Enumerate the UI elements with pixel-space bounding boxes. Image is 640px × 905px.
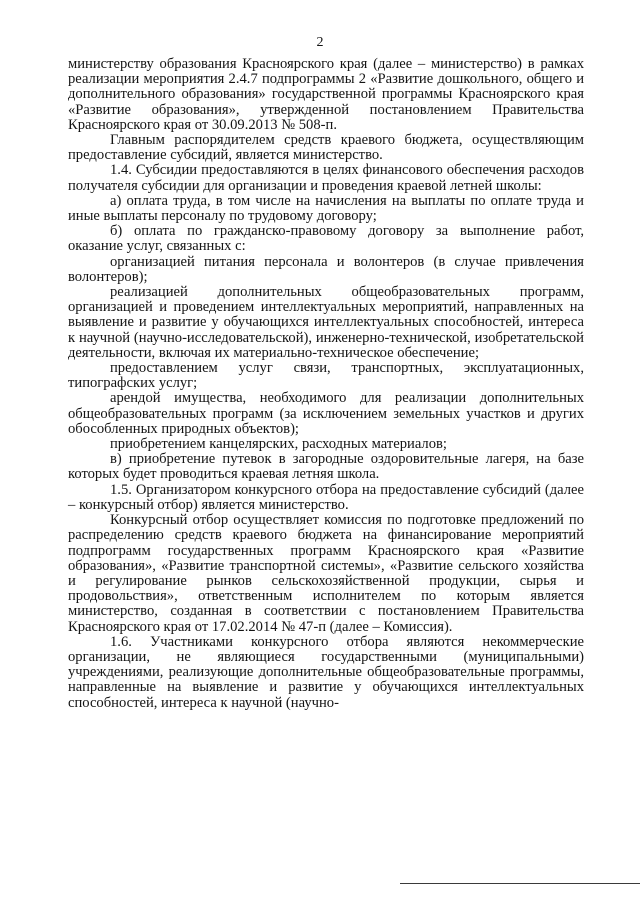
document-body [68,57,584,711]
paragraph-13: Конкурсный отбор осуществляет комиссия по подготовке предложений по распределению средств краевого бюджета на финансирование мероприятий подпрограмм государственных программ Красноярского края «Развитие образования», «Развитие транспортной системы», «Развитие сельского хозяйства и регулирование рынков сельскохозяйственной продукции, сырья и продовольствия», ответственным исполнителем по которым является министерство, созданная в соответствии с постановлением Правительства Красноярского края от 17.02.2014 № 47-п (далее – Комиссия). [68,512,584,635]
paragraph-5: б) оплата по гражданско-правовому договору за выполнение работ, оказание услуг, связанных с: [68,223,584,255]
paragraph-11: в) приобретение путевок в загородные оздоровительные лагеря, на базе которых будет проводиться краевая летняя школа. [68,451,584,483]
paragraph-10: приобретением канцелярских, расходных материалов; [110,436,447,453]
paragraph-14: 1.6. Участниками конкурсного отбора являются некоммерческие организации, не являющиеся государственными (муниципальными) учреждениями, реализующие дополнительные общеобразовательные программы, направленные на выявление и развитие у обучающихся интеллектуальных способностей, интереса к научной (научно- [68,633,584,711]
paragraph-3: 1.4. Субсидии предоставляются в целях финансового обеспечения расходов получателя субсидии для организации и проведения краевой летней школы: [68,162,584,194]
paragraph-6: организацией питания персонала и волонтеров (в случае привлечения волонтеров); [68,253,584,285]
paragraph-4: а) оплата труда, в том числе на начисления на выплаты по оплате труда и иные выплаты персоналу по трудовому договору; [68,192,584,225]
paragraph-1: министерству образования Красноярского края (далее – министерство) в рамках реализации мероприятия 2.4.7 подпрограммы 2 «Развитие дошкольного, общего и дополнительного образования» государственной программы Красноярского края «Развитие образования», утвержденной постановлением Правительства Красноярского края от 30.09.2013 № 508-п. [68,56,584,133]
footer-rule [400,883,640,884]
paragraph-2: Главным распорядителем средств краевого бюджета, осуществляющим предоставление субсидий, является министерство. [68,132,584,164]
paragraph-9: арендой имущества, необходимого для реализации дополнительных общеобразовательных программ (за исключением земельных участков и других обособленных природных объектов); [68,390,584,437]
paragraph-12: 1.5. Организатором конкурсного отбора на предоставление субсидий (далее – конкурсный отбор) является министерство. [68,481,584,513]
page-number: 2 [316,35,324,50]
paragraph-7: реализацией дополнительных общеобразовательных программ, организацией и проведением интеллектуальных мероприятий, направленных на выявление и развитие у обучающихся интеллектуальных способностей, интереса к научной (научно-исследовательской), инженерно-технической, изобретательской деятельности, включая их материально-техническое обеспечение; [68,284,584,361]
paragraph-8: предоставлением услуг связи, транспортных, эксплуатационных, типографских услуг; [68,360,584,392]
